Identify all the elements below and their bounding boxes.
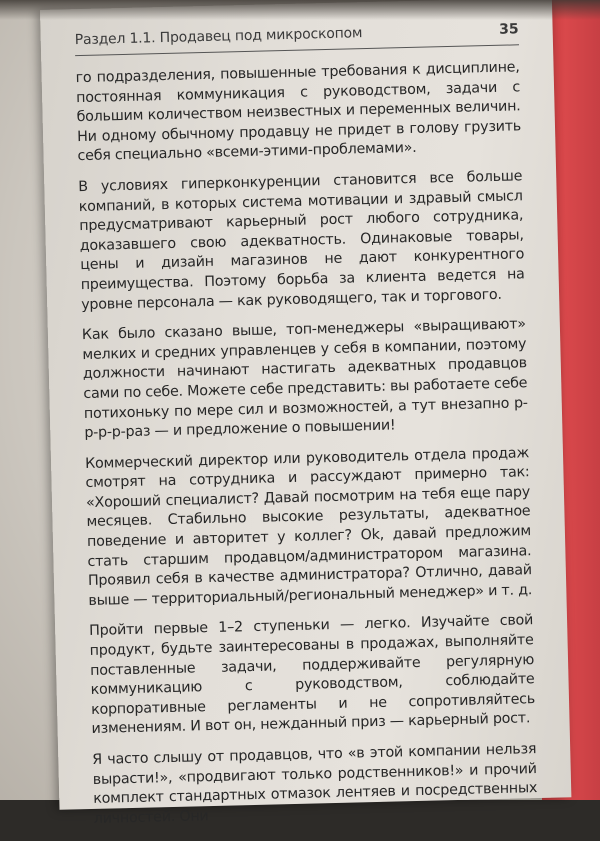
section-title: Раздел 1.1. Продавец под микроскопом <box>74 25 363 49</box>
paragraph: Пройти первые 1–2 ступеньки — легко. Изучайте свой продукт, будьте заинтересованы в продажах, выполняйте поставленные задачи, поддерживайте регулярную коммуникацию с руководством, соблюдайте корпоративные регламенты и не сопротивляйтесь изменениям. И вот он, нежданный приз — карьерный рост. <box>89 612 536 738</box>
paragraph: Как было сказано выше, топ-менеджеры «выращивают» мелких и средних управленцев у себя в компании, поэтому должности начинают настигать адекватных продавцов сами по себе. Можете себе представить: вы работаете себе потихоньку по мере сил и возможностей, а тут внезапно р-р-р-р-раз — и предложение о повышении! <box>81 316 528 442</box>
book-page <box>40 0 571 827</box>
paragraph: Коммерческий директор или руководитель отдела продаж смотрят на сотрудника и рассуждают примерно так: «Хороший специалист? Давай посмотрим на тебя еще пару месяцев. Стабильно высокие результаты, адекватное поведение и авторитет у коллег? Ok, давай предложим стать старшим продавцом/администратором магазина. Проявил себя в качестве администратора? Отлично, давай выше — территориальный/региональный менеджер» и т. д. <box>84 444 533 609</box>
page-number: 35 <box>498 21 519 38</box>
body-text <box>75 58 538 840</box>
top-shadow <box>0 0 600 20</box>
paragraph: В условиях гиперконкуренции становится все больше компаний, в которых система мотивации и здравый смысл предусматривают карьерный рост любого сотрудника, доказавшего свою адекватность. Одинаковые товары, цены и дизайн магазинов не дают конкурентного преимущества. Поэтому борьба за клиента ведется на уровне персонала — как руководящего, так и торгового. <box>78 168 525 313</box>
running-header <box>74 18 519 56</box>
paragraph: го подразделения, повышенные требования к дисциплине, постоянная коммуникация с руководством, задачи с большим количеством неизвестных и переменных величин. Ни одному обычному продавцу не придет в голову грузить себя специально «всеми-этими-проблемами». <box>75 59 522 165</box>
paragraph: Я часто слышу от продавцов, что «в этой компании нельзя вырасти!», «продвигают только родственников!» и прочий комплект стандартных отмазок лентяев и посредственных личностей. Они <box>92 741 538 827</box>
